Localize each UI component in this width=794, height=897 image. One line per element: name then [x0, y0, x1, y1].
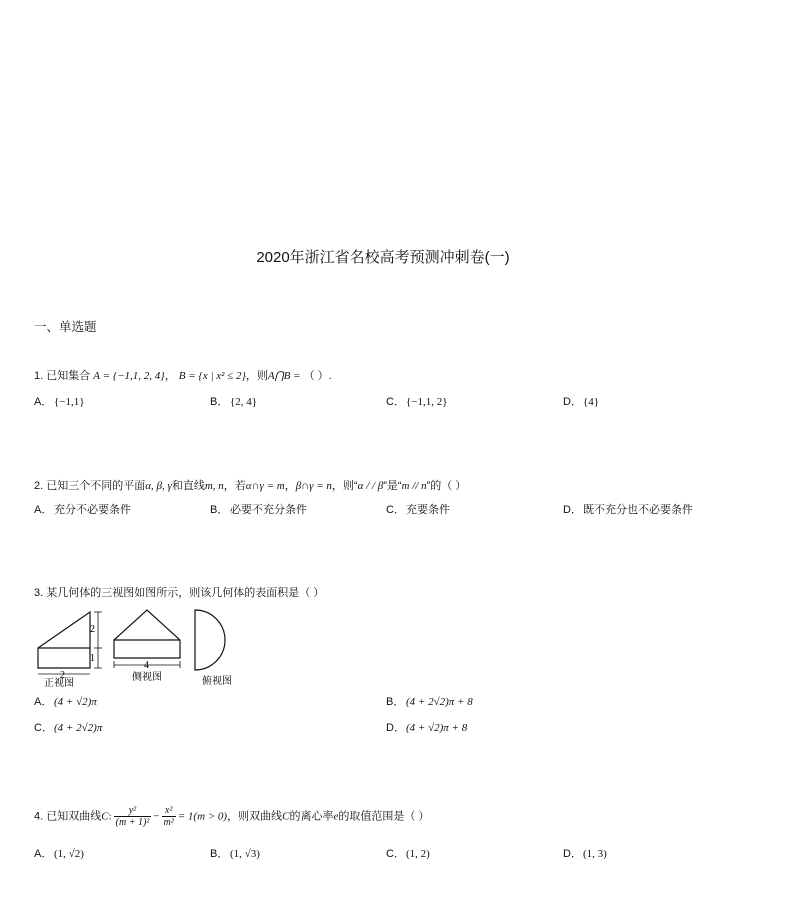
section-heading: 一、单选题: [34, 320, 97, 334]
side-view-outline: [114, 610, 180, 658]
dim-front-width-label: 2: [60, 670, 65, 681]
q1-prefix: 1. 已知集合: [34, 370, 91, 382]
top-view-outline: [195, 610, 225, 670]
q1-option-b[interactable]: B． {2, 4}: [210, 396, 258, 408]
dim-lower-label: 1: [90, 653, 95, 664]
q4-curve: C: [101, 810, 109, 823]
q4-text-a: 4. 已知双曲线: [34, 810, 102, 823]
q3-option-a[interactable]: A． (4 + √2)π: [34, 696, 97, 708]
q3-option-b[interactable]: B． (4 + 2√2)π + 8: [386, 696, 473, 708]
q4-text-c: 的离心率: [289, 810, 334, 823]
q1-option-d[interactable]: D．{4}: [563, 396, 600, 408]
front-view-label: 正视图: [44, 678, 74, 688]
q3-option-d[interactable]: D．(4 + √2)π + 8: [386, 722, 468, 734]
q2-planes: α, β, γ: [145, 480, 172, 492]
q2-text-c: ，若: [223, 480, 246, 492]
q1-sep: ，: [164, 370, 176, 382]
q4-minus: −: [153, 810, 160, 823]
q1-suffix: ，则: [245, 370, 268, 382]
q2-option-a[interactable]: A． 充分不必要条件: [34, 504, 131, 516]
question-3-stem: 3. 某几何体的三视图如图所示，则该几何体的表面积是（ ）: [34, 587, 325, 599]
q1-option-a[interactable]: A． {−1,1}: [34, 396, 85, 408]
q1-set-b: B = {x | x² ≤ 2}: [178, 370, 246, 382]
q2-text-a: 2. 已知三个不同的平面: [34, 480, 146, 492]
q4-eq: = 1(m > 0): [177, 810, 228, 823]
q4-option-a[interactable]: A． (1, √2): [34, 848, 84, 860]
q2-rel2: m // n: [401, 480, 427, 492]
q2-option-c[interactable]: C．充要条件: [386, 504, 450, 516]
q4-frac1-den: (m + 1)²: [115, 817, 150, 828]
q4-option-c[interactable]: C．(1, 2): [386, 848, 430, 860]
q1-option-c[interactable]: C．{−1,1, 2}: [386, 396, 448, 408]
three-view-figure: [30, 604, 250, 688]
side-view: [114, 610, 180, 658]
top-view-label: 俯视图: [202, 676, 232, 687]
q4-option-d[interactable]: D．(1, 3): [563, 848, 607, 860]
q4-frac1-num: y²: [114, 805, 152, 817]
question-4-stem: [34, 805, 429, 828]
q2-option-d[interactable]: D．既不充分也不必要条件: [563, 504, 693, 516]
question-2-stem: [34, 479, 466, 493]
question-1-stem: [34, 369, 332, 383]
q2-text-d: ，: [284, 480, 296, 492]
q2-text-b: 和直线: [171, 480, 205, 492]
q2-cond1: α∩γ = m: [245, 480, 285, 492]
q4-text-d: 的取值范围是（ ）: [338, 810, 430, 823]
q4-fraction-2: [162, 805, 176, 828]
q4-colon: :: [108, 810, 112, 823]
q2-text-g: ”的（ ）: [426, 480, 467, 492]
q1-blank: （ ）.: [303, 370, 332, 382]
q3-option-c[interactable]: C．(4 + 2√2)π: [34, 722, 103, 734]
front-view: [38, 612, 90, 668]
q1-set-a: A = {−1,1, 2, 4}: [93, 370, 165, 382]
q4-curve2: C: [282, 810, 290, 823]
q2-lines: m, n: [204, 480, 224, 492]
q4-text-b: ，则双曲线: [227, 810, 283, 823]
q2-text-e: ，则“: [331, 480, 358, 492]
q2-option-b[interactable]: B． 必要不充分条件: [210, 504, 307, 516]
q2-rel1: α / / β: [357, 480, 384, 492]
q4-frac2-den: m²: [163, 817, 174, 828]
dim-side-width-label: 4: [144, 660, 149, 671]
q2-cond2: β∩γ = n: [295, 480, 332, 492]
q4-option-b[interactable]: B． (1, √3): [210, 848, 260, 860]
side-view-label: 侧视图: [132, 672, 162, 683]
dim-height-label: 2: [90, 624, 95, 635]
front-view-outline: [38, 612, 90, 668]
q4-frac2-num: x²: [162, 805, 176, 817]
q2-text-f: ”是“: [383, 480, 402, 492]
q4-ecc: e: [333, 810, 339, 823]
q4-fraction-1: [114, 805, 152, 828]
page-title: 2020年浙江省名校高考预测冲刺卷(一): [256, 249, 510, 266]
q1-expr: A⋂B =: [267, 370, 301, 382]
